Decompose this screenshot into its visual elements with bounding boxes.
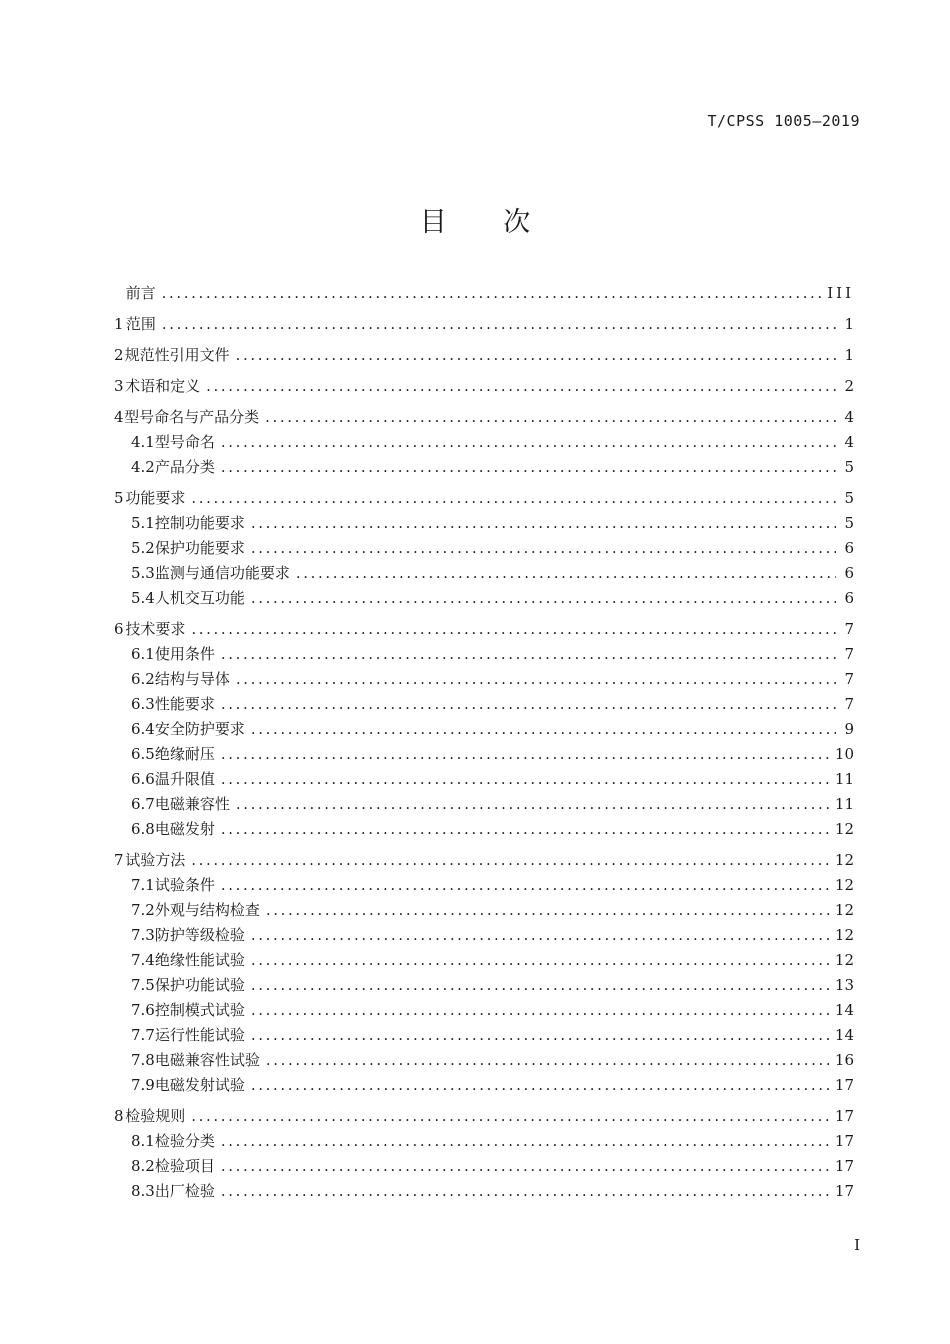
- toc-entry-page: 7: [844, 695, 854, 713]
- toc-entry-page: 14: [834, 1026, 854, 1044]
- toc-entry[interactable]: [114, 1154, 854, 1179]
- toc-entry-title: 电磁兼容性试验: [154, 1051, 260, 1069]
- toc-entry-title: 保护功能试验: [154, 976, 245, 994]
- toc-leader-dots: [191, 848, 829, 873]
- toc-entry[interactable]: [114, 617, 854, 642]
- toc-entry-number: 7.6: [131, 1001, 155, 1019]
- toc-entry-page: 10: [834, 745, 854, 763]
- toc-entry-title: 产品分类: [154, 458, 215, 476]
- toc-entry-title: 型号命名与产品分类: [124, 408, 260, 426]
- toc-entry-page: 1: [844, 346, 854, 364]
- toc-entry[interactable]: [114, 767, 854, 792]
- toc-entry-number: 7.1: [131, 876, 155, 894]
- toc-entry-number: 6.4: [131, 720, 155, 738]
- toc-entry[interactable]: [114, 667, 854, 692]
- toc-entry-number: 8.1: [131, 1132, 155, 1150]
- toc-entry-page: 12: [834, 901, 854, 919]
- toc-entry[interactable]: [114, 1129, 854, 1154]
- toc-leader-dots: [221, 817, 829, 842]
- toc-entry-title: 技术要求: [125, 620, 186, 638]
- toc-leader-dots: [191, 617, 836, 642]
- toc-entry-page: 17: [834, 1132, 854, 1150]
- toc-entry-number: 4: [114, 408, 124, 426]
- toc-entry-number: 5.3: [131, 564, 155, 582]
- toc-leader-dots: [221, 1154, 829, 1179]
- toc-entry-page: 13: [834, 976, 854, 994]
- toc-entry[interactable]: [114, 642, 854, 667]
- toc-entry-title: 电磁兼容性: [154, 795, 230, 813]
- toc-entry-title: 电磁发射: [154, 820, 215, 838]
- toc-leader-dots: [162, 312, 836, 337]
- toc-entry-title: 检验规则: [125, 1107, 186, 1125]
- toc-leader-dots: [236, 667, 836, 692]
- toc-leader-dots: [251, 717, 836, 742]
- toc-entry-page: 17: [834, 1076, 854, 1094]
- toc-leader-dots: [251, 1073, 829, 1098]
- toc-entry[interactable]: [114, 1073, 854, 1098]
- toc-entry-page: 6: [844, 539, 854, 557]
- toc-entry-page: 12: [834, 851, 854, 869]
- toc-entry-page: 17: [834, 1182, 854, 1200]
- toc-entry-page: 5: [844, 458, 854, 476]
- toc-entry-page: 6: [844, 564, 854, 582]
- toc-entry-title: 绝缘耐压: [154, 745, 215, 763]
- toc-entry-page: 12: [834, 820, 854, 838]
- toc-leader-dots: [221, 692, 836, 717]
- toc-entry-number: 5.4: [131, 589, 155, 607]
- toc-entry-page: 7: [844, 645, 854, 663]
- toc-entry[interactable]: [114, 455, 854, 480]
- toc-entry[interactable]: [114, 486, 854, 511]
- toc-entry-title: 结构与导体: [154, 670, 230, 688]
- toc-entry-number: 3: [114, 377, 124, 395]
- toc-entry-title: 术语和定义: [125, 377, 201, 395]
- toc-entry-number: 6.7: [131, 795, 155, 813]
- toc-leader-dots: [251, 536, 836, 561]
- toc-entry-page: 6: [844, 589, 854, 607]
- toc-entry-title: 温升限值: [154, 770, 215, 788]
- toc-entry-title: 绝缘性能试验: [154, 951, 245, 969]
- toc-leader-dots: [221, 642, 836, 667]
- toc-entry-title: 规范性引用文件: [124, 346, 230, 364]
- toc-entry-title: 范围: [125, 315, 156, 333]
- toc-entry[interactable]: [114, 536, 854, 561]
- toc-entry-number: 6.1: [131, 645, 155, 663]
- toc-entry-page: 16: [834, 1051, 854, 1069]
- toc-entry-number: 7.7: [131, 1026, 155, 1044]
- toc-entry-title: 出厂检验: [154, 1182, 215, 1200]
- toc-entry-number: 6.2: [131, 670, 155, 688]
- toc-entry-number: 6.5: [131, 745, 155, 763]
- toc-entry-page: 4: [844, 408, 854, 426]
- toc-entry-number: 8.2: [131, 1157, 155, 1175]
- toc-entry-number: 7.5: [131, 976, 155, 994]
- toc-entry-number: 7.3: [131, 926, 155, 944]
- toc-entry-title: 运行性能试验: [154, 1026, 245, 1044]
- toc-entry-number: 7.8: [131, 1051, 155, 1069]
- toc-entry-title: 人机交互功能: [154, 589, 245, 607]
- toc-entry[interactable]: [114, 998, 854, 1023]
- toc-leader-dots: [191, 1104, 829, 1129]
- toc-entry-page: 11: [834, 795, 854, 813]
- toc-entry-number: 7.9: [131, 1076, 155, 1094]
- page-title: 目 次: [419, 207, 555, 238]
- table-of-contents: [114, 281, 854, 1204]
- toc-entry-number: 7.4: [131, 951, 155, 969]
- toc-entry-page: 12: [834, 926, 854, 944]
- toc-entry-title: 监测与通信功能要求: [154, 564, 290, 582]
- toc-entry[interactable]: [114, 817, 854, 842]
- toc-entry-title: 保护功能要求: [154, 539, 245, 557]
- toc-entry-title: 试验方法: [125, 851, 186, 869]
- toc-leader-dots: [221, 873, 829, 898]
- toc-entry-number: 7: [114, 851, 124, 869]
- toc-entry-number: 4.1: [131, 433, 155, 451]
- toc-entry-title: 功能要求: [125, 489, 186, 507]
- toc-entry[interactable]: [114, 1048, 854, 1073]
- page-number: I: [854, 1236, 860, 1254]
- toc-entry-number: 5.1: [131, 514, 155, 532]
- toc-entry-page: III: [827, 284, 854, 302]
- toc-leader-dots: [266, 898, 829, 923]
- toc-leader-dots: [251, 1023, 829, 1048]
- toc-entry[interactable]: [114, 430, 854, 455]
- toc-entry-number: 7.2: [131, 901, 155, 919]
- toc-entry-number: 6.8: [131, 820, 155, 838]
- toc-entry[interactable]: [114, 1179, 854, 1204]
- toc-entry-number: 1: [114, 315, 124, 333]
- toc-leader-dots: [221, 455, 836, 480]
- toc-entry-page: 1: [844, 315, 854, 333]
- toc-entry[interactable]: [114, 898, 854, 923]
- toc-entry-title: 使用条件: [154, 645, 215, 663]
- toc-entry-number: 5: [114, 489, 124, 507]
- toc-leader-dots: [251, 973, 829, 998]
- toc-entry-number: 6.3: [131, 695, 155, 713]
- toc-entry-page: 12: [834, 951, 854, 969]
- toc-entry[interactable]: [114, 312, 854, 337]
- toc-entry[interactable]: [114, 343, 854, 368]
- toc-leader-dots: [251, 923, 829, 948]
- toc-entry[interactable]: [114, 923, 854, 948]
- toc-entry-number: 5.2: [131, 539, 155, 557]
- toc-entry[interactable]: [114, 792, 854, 817]
- toc-leader-dots: [221, 1129, 829, 1154]
- toc-leader-dots: [221, 767, 829, 792]
- toc-entry-title: 型号命名: [154, 433, 215, 451]
- toc-entry[interactable]: [114, 561, 854, 586]
- toc-entry-page: 5: [844, 514, 854, 532]
- toc-entry-title: 检验项目: [154, 1157, 215, 1175]
- toc-entry[interactable]: [114, 586, 854, 611]
- toc-entry[interactable]: [114, 717, 854, 742]
- toc-entry-number: 8.3: [131, 1182, 155, 1200]
- toc-entry-number: 4.2: [131, 458, 155, 476]
- toc-entry-number: 8: [114, 1107, 124, 1125]
- toc-entry-page: 12: [834, 876, 854, 894]
- toc-entry-page: 2: [844, 377, 854, 395]
- toc-entry[interactable]: [114, 374, 854, 399]
- toc-entry[interactable]: [114, 948, 854, 973]
- toc-entry-page: 11: [834, 770, 854, 788]
- toc-leader-dots: [251, 998, 829, 1023]
- toc-entry-page: 4: [844, 433, 854, 451]
- toc-leader-dots: [251, 511, 836, 536]
- toc-entry-title: 前言: [125, 284, 156, 302]
- toc-entry[interactable]: [114, 848, 854, 873]
- toc-leader-dots: [221, 430, 836, 455]
- toc-leader-dots: [251, 948, 829, 973]
- toc-entry[interactable]: [114, 692, 854, 717]
- toc-entry-page: 7: [844, 670, 854, 688]
- toc-leader-dots: [236, 343, 836, 368]
- toc-leader-dots: [191, 486, 836, 511]
- toc-leader-dots: [221, 1179, 829, 1204]
- toc-leader-dots: [236, 792, 829, 817]
- toc-entry-title: 试验条件: [154, 876, 215, 894]
- toc-leader-dots: [206, 374, 836, 399]
- toc-entry-number: 6.6: [131, 770, 155, 788]
- toc-entry[interactable]: [114, 973, 854, 998]
- toc-entry[interactable]: [114, 873, 854, 898]
- toc-entry-page: 9: [844, 720, 854, 738]
- toc-entry[interactable]: [114, 742, 854, 767]
- toc-entry[interactable]: [114, 281, 854, 306]
- toc-entry-page: 7: [844, 620, 854, 638]
- toc-entry-number: 6: [114, 620, 124, 638]
- toc-entry-title: 控制模式试验: [154, 1001, 245, 1019]
- toc-entry-page: 14: [834, 1001, 854, 1019]
- toc-entry[interactable]: [114, 1023, 854, 1048]
- toc-entry[interactable]: [114, 405, 854, 430]
- standard-code: T/CPSS 1005—2019: [707, 112, 860, 130]
- toc-leader-dots: [265, 405, 836, 430]
- toc-leader-dots: [266, 1048, 829, 1073]
- toc-entry-title: 外观与结构检查: [154, 901, 260, 919]
- toc-entry-title: 防护等级检验: [154, 926, 245, 944]
- toc-entry-title: 检验分类: [154, 1132, 215, 1150]
- toc-entry-title: 电磁发射试验: [154, 1076, 245, 1094]
- toc-entry-page: 17: [834, 1157, 854, 1175]
- toc-leader-dots: [221, 742, 829, 767]
- toc-entry-page: 5: [844, 489, 854, 507]
- toc-leader-dots: [162, 281, 822, 306]
- toc-entry-number: 2: [114, 346, 124, 364]
- toc-entry[interactable]: [114, 511, 854, 536]
- toc-entry-title: 性能要求: [154, 695, 215, 713]
- toc-entry-page: 17: [834, 1107, 854, 1125]
- toc-leader-dots: [251, 586, 836, 611]
- toc-entry[interactable]: [114, 1104, 854, 1129]
- toc-entry-title: 控制功能要求: [154, 514, 245, 532]
- toc-entry-title: 安全防护要求: [154, 720, 245, 738]
- toc-leader-dots: [296, 561, 836, 586]
